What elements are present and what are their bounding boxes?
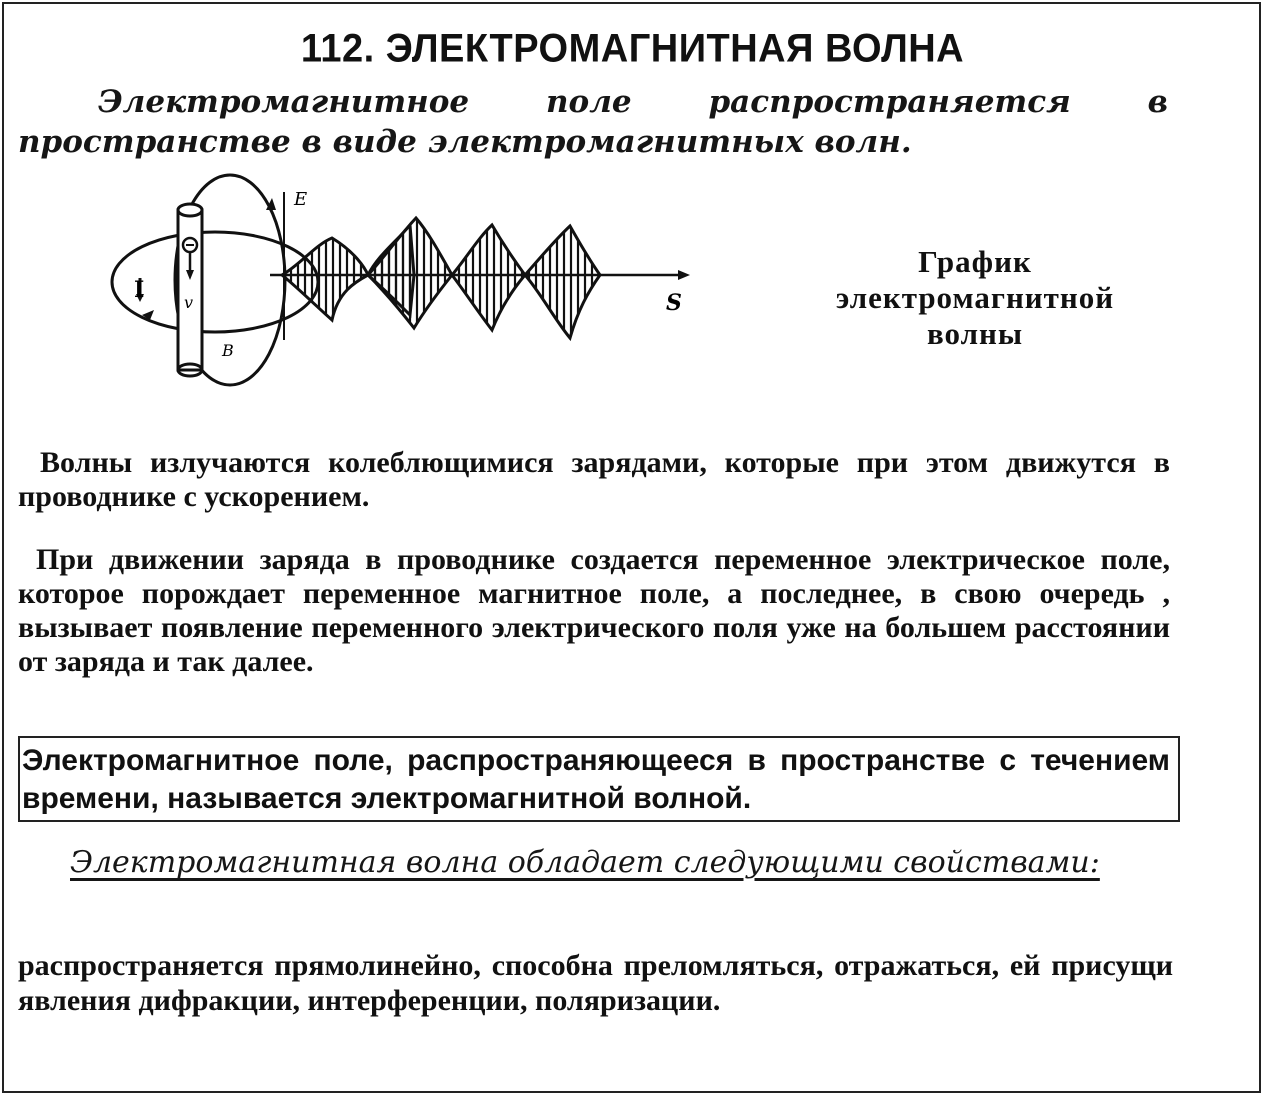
paragraph-emission: Волны излучаются колеблющимися зарядами, которые при этом движутся в проводнике с ускорением. — [18, 446, 1170, 513]
page-title: 112. ЭЛЕКТРОМАГНИТНАЯ ВОЛНА — [300, 26, 965, 72]
wave-lobes — [282, 218, 600, 338]
caption-line: волны — [926, 316, 1024, 351]
label-e: E — [294, 189, 308, 210]
em-wave-diagram — [100, 170, 700, 410]
properties-text: распространяется прямолинейно, способна преломляться, отражаться, ей присущи явления дифракции, интерференции, поляризации. — [18, 949, 1173, 1017]
definition-box: Электромагнитное поле, распространяющееся в пространстве с течением времени, называется электромагнитной волной. — [18, 736, 1180, 822]
label-v: v — [184, 293, 194, 312]
caption-line: График — [918, 244, 1032, 279]
properties-heading: Электромагнитная волна обладает следующими свойствами: — [70, 845, 1100, 880]
diagram-caption — [790, 244, 1160, 352]
conductor-icon — [178, 204, 202, 376]
paragraph-mechanism: При движении заряда в проводнике создается переменное электрическое поле, которое порождает переменное магнитное поле, а последнее, в свою очередь , вызывает появление переменного электрического поля уже на большем расстоянии от заряда и так далее. — [18, 543, 1170, 678]
label-i: I — [134, 277, 145, 303]
intro-text: Электромагнитное поле распространяется в пространстве в виде электромагнитных волн. — [18, 84, 1168, 160]
label-s: S — [666, 290, 682, 316]
caption-line: электромагнитной — [835, 280, 1115, 315]
label-b: B — [222, 341, 234, 360]
